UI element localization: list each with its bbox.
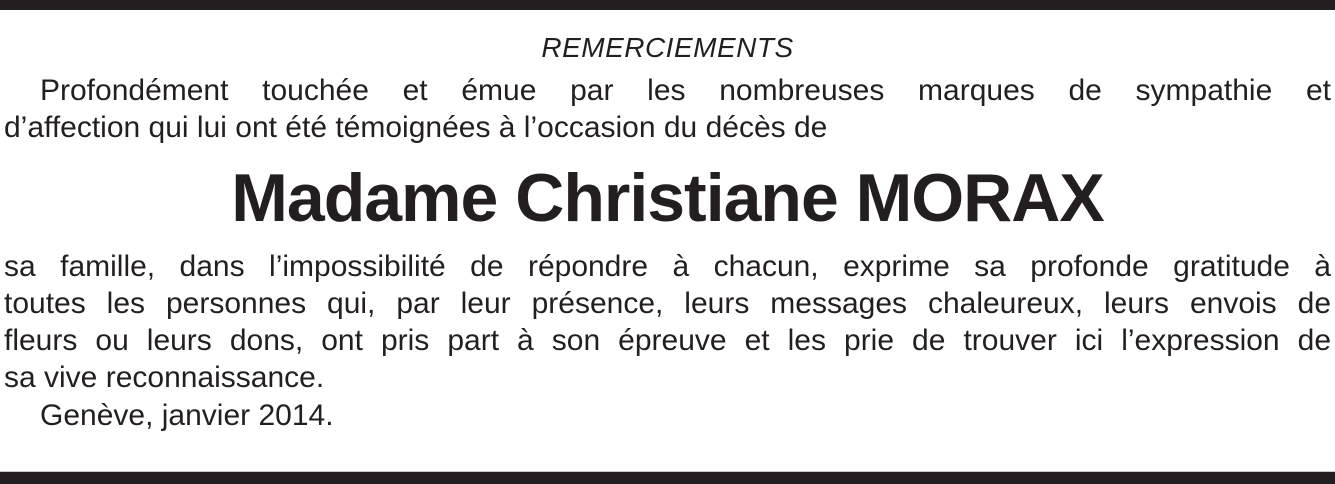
body-paragraph	[4, 248, 1331, 396]
top-rule	[0, 0, 1335, 10]
body-line-3: fleurs ou leurs dons, ont pris part à son épreuve et les prie de trouver ici l’expression de	[4, 324, 1331, 357]
intro-line-2: d’affection qui lui ont été témoignées à l’occasion du décès de	[4, 111, 828, 144]
deceased-name: Madame Christiane MORAX	[231, 160, 1104, 236]
bottom-rule	[0, 471, 1335, 484]
closing-line: Genève, janvier 2014.	[40, 399, 334, 432]
body-line-4: sa vive reconnaissance.	[4, 361, 325, 394]
intro-paragraph	[4, 72, 1331, 146]
body-line-1: sa famille, dans l’impossibilité de répondre à chacun, exprime sa profonde gratitude à	[4, 250, 1331, 283]
notice-content	[0, 33, 1335, 434]
intro-line-1: Profondément touchée et émue par les nombreuses marques de sympathie et	[40, 74, 1331, 107]
notice-title: REMERCIEMENTS	[541, 32, 794, 63]
body-line-2: toutes les personnes qui, par leur présence, leurs messages chaleureux, leurs envois de	[4, 287, 1331, 320]
